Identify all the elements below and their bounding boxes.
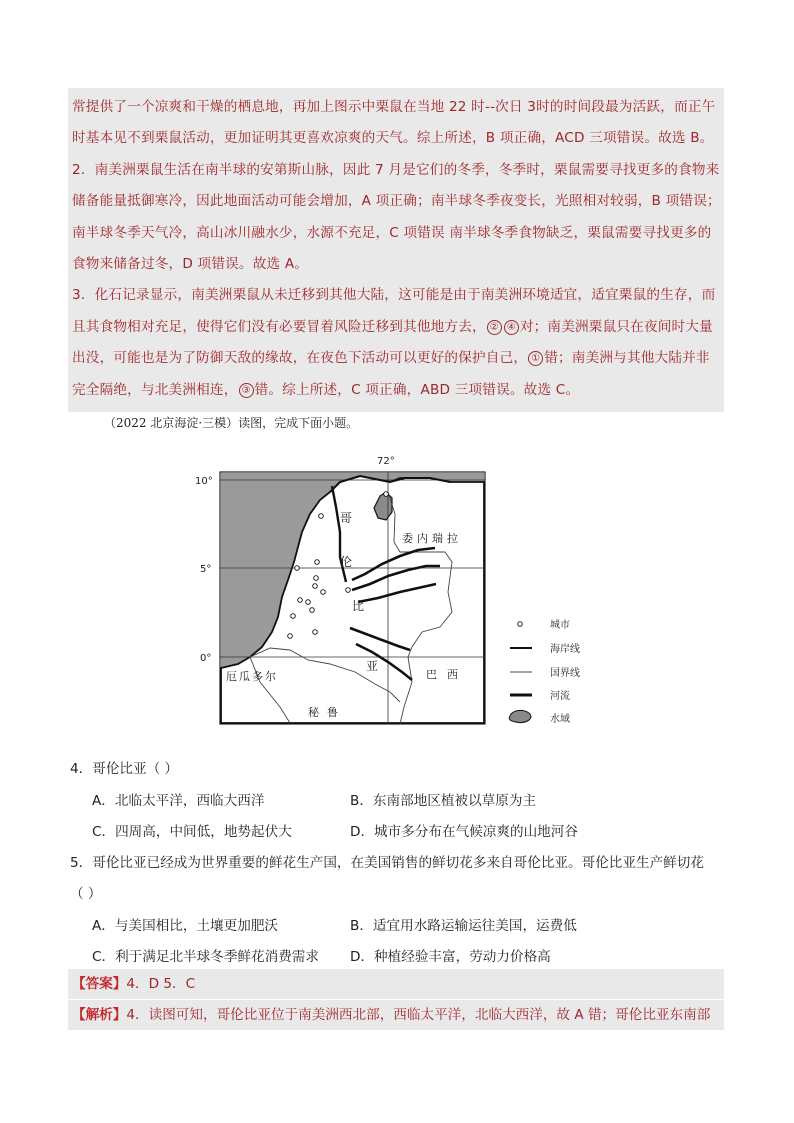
country-label-colombia: 亚: [366, 659, 379, 673]
city-marker: [346, 588, 351, 593]
question-5-option-c[interactable]: C．利于满足北半球冬季鲜花消费需求: [92, 949, 319, 965]
legend-label: 水域: [550, 714, 570, 725]
solution-line: 2．南美洲栗鼠生活在南半球的安第斯山脉，因此 7 月是它们的冬季，冬季时，栗鼠需要寻找更多的食物来: [72, 161, 720, 178]
circled-number: ④: [504, 320, 519, 335]
analysis-tag: 【解析】: [72, 1007, 127, 1023]
lat-label-5: 5°: [200, 564, 212, 575]
question-5-option-b[interactable]: B．适宜用水路运输运往美国，运费低: [350, 918, 577, 934]
colombia-map-figure: [190, 452, 600, 730]
question-citation: （2022 北京海淀·三模）读图，完成下面小题。: [104, 416, 359, 430]
city-marker: [288, 634, 293, 639]
city-marker: [313, 584, 318, 589]
circled-number: ③: [239, 383, 254, 398]
legend-label: 国界线: [550, 668, 580, 679]
legend-label: 海岸线: [550, 644, 580, 655]
city-marker: [384, 492, 389, 497]
solution-line-circled: [72, 312, 720, 343]
solution-text: 错。综上所述，C 项正确，ABD 三项错误。故选 C。: [254, 381, 580, 398]
city-marker: [295, 566, 300, 571]
lat-label-0: 0°: [200, 653, 212, 664]
lon-label-72: 72°: [377, 456, 395, 467]
solution-line: 常提供了一个凉爽和干燥的栖息地，再加上图示中栗鼠在当地 22 时--次日 3时的时间段最为活跃，而正午: [72, 99, 716, 115]
question-5-option-d[interactable]: D．种植经验丰富，劳动力价格高: [350, 949, 551, 965]
lat-label-10: 10°: [195, 476, 213, 487]
question-4-stem: 4．哥伦比亚（ ）: [70, 761, 179, 777]
country-label-venezuela: 委内瑞拉: [402, 532, 462, 545]
legend-city-symbol: [518, 622, 523, 627]
solution-line-circled: [72, 375, 720, 406]
city-marker: [314, 576, 319, 581]
city-marker: [291, 614, 296, 619]
country-label-colombia: 伦: [340, 555, 353, 569]
country-label-brazil: 巴西: [426, 668, 468, 681]
question-5-option-a[interactable]: A．与美国相比，土壤更加肥沃: [92, 918, 279, 934]
city-marker: [298, 598, 303, 603]
solution-text: 对；南美洲栗鼠只在夜间时大量: [519, 318, 713, 335]
country-label-ecuador: 厄瓜多尔: [226, 670, 278, 683]
answer-tag: 【答案】: [72, 976, 127, 992]
analysis-bar: [68, 1000, 724, 1030]
legend-water-symbol: [509, 710, 531, 722]
solution-line: 时基本见不到栗鼠活动，更加证明其更喜欢凉爽的天气。综上所述，B 项正确，ACD 三项错误。故选 B。: [72, 130, 714, 147]
country-label-colombia: 比: [352, 599, 365, 613]
map-legend: [509, 618, 580, 725]
question-4-option-d[interactable]: D．城市多分布在气候凉爽的山地河谷: [350, 824, 578, 840]
solution-line-circled: [72, 343, 720, 374]
solution-text: 完全隔绝，与北美洲相连，: [72, 381, 238, 398]
solution-line: 南半球冬季天气冷，高山冰川融水少，水源不充足，C 项错误 南半球冬季食物缺乏，栗鼠需要寻找更多的: [72, 224, 712, 241]
country-label-colombia: 哥: [340, 511, 353, 525]
question-4-option-c[interactable]: C．四周高，中间低，地势起伏大: [92, 824, 292, 840]
city-marker: [315, 560, 320, 565]
solution-block: [68, 88, 724, 412]
answer-text: 4．D 5．C: [126, 976, 196, 992]
question-5-stem: 5．哥伦比亚已经成为世界重要的鲜花生产国，在美国销售的鲜切花多来自哥伦比亚。哥伦比亚生产鲜切花: [70, 855, 704, 871]
question-5-stem-blank: （ ）: [70, 886, 102, 902]
city-marker: [310, 608, 315, 613]
solution-text: 错；南美洲与其他大陆并非: [544, 350, 710, 367]
circled-number: ①: [528, 351, 543, 366]
solution-line: 储备能量抵御寒冷，因此地面活动可能会增加，A 项正确；南半球冬季夜变长，光照相对较弱，B 项错误；: [72, 193, 721, 210]
solution-text: 且其食物相对充足，使得它们没有必要冒着风险迁移到其他地方去，: [72, 318, 486, 335]
city-marker: [319, 514, 324, 519]
city-marker: [313, 630, 318, 635]
legend-label: 城市: [550, 620, 570, 631]
country-label-peru: 秘鲁: [308, 706, 346, 719]
city-marker: [321, 590, 326, 595]
solution-line: 3．化石记录显示，南美洲栗鼠从未迁移到其他大陆，这可能是由于南美洲环境适宜，适宜栗鼠的生存，而: [72, 287, 716, 304]
solution-text: 出没，可能也是为了防御天敌的缘故，在夜色下活动可以更好的保护自己，: [72, 350, 528, 367]
circled-number: ②: [487, 320, 502, 335]
question-4-option-a[interactable]: A．北临太平洋，西临大西洋: [92, 793, 265, 809]
question-4-option-b[interactable]: B．东南部地区植被以草原为主: [350, 793, 537, 809]
answer-bar: [68, 969, 724, 999]
legend-label: 河流: [550, 691, 570, 702]
city-marker: [306, 600, 311, 605]
analysis-text: 4．读图可知，哥伦比亚位于南美洲西北部，西临太平洋，北临大西洋，故 A 错；哥伦比亚东南部: [126, 1007, 711, 1023]
solution-line: 食物来储备过冬，D 项错误。故选 A。: [72, 256, 309, 273]
